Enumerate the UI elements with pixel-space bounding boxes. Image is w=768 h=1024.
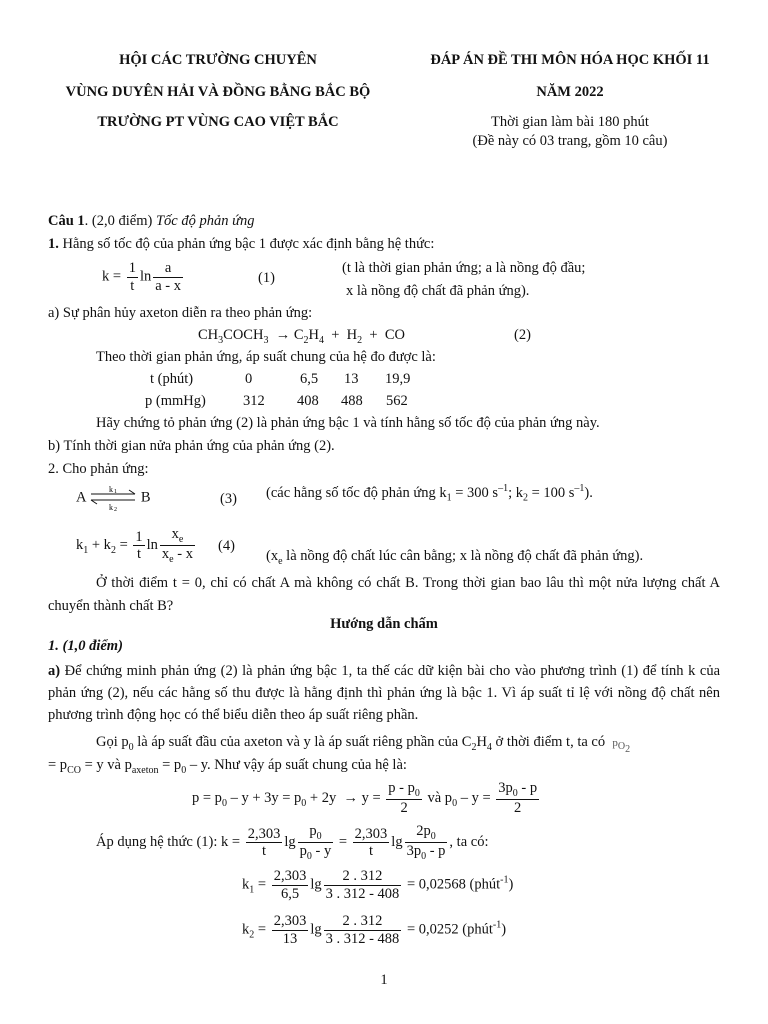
- equation-k2: $k_2$ = $\frac{2,303}{13}$ lg $\frac{2 . 312}{3 . 312 - 488}$ = 0,0252 (phút$^{-1}$): [242, 913, 507, 947]
- equation-1-note-1: (t là thời gian phản ứng; a là nồng độ đầu;: [342, 260, 586, 276]
- header-time: Thời gian làm bài 180 phút: [491, 114, 649, 130]
- part-b: b) Tính thời gian nửa phản ứng của phản ứng (2).: [48, 438, 335, 454]
- q1-part1: 1. Hằng số tốc độ của phản ứng bậc 1 được xác định bằng hệ thức:: [48, 236, 435, 252]
- equation-3: A k 1 k 2 B: [76, 485, 151, 511]
- table-t-0: 0: [245, 371, 253, 387]
- equation-k1: $k_1$ = $\frac{2,303}{6,5}$ lg $\frac{2 . 312}{3 . 312 - 408}$ = 0,02568 (phút$^{-1}$): [242, 868, 514, 902]
- svg-text:1: 1: [114, 489, 118, 495]
- table-p-2: 488: [341, 393, 363, 409]
- equilibrium-arrows-icon: [89, 485, 137, 511]
- equation-4-label: (4): [218, 538, 235, 554]
- header-note: (Đề này có 03 trang, gồm 10 câu): [472, 133, 668, 149]
- table-t-1: 6,5: [300, 371, 319, 387]
- equation-total-pressure: $p = p_0 - y + 3y = p_0 + 2y \to y$ = $\frac{p - p_0}{2}$ và $p_0$ – y = $\frac{3p_0 - p}{2}$: [192, 780, 538, 817]
- equation-4-note: ($x_e$ là nồng độ chất lúc cân bằng; x là nồng độ chất đã phản ứng).: [266, 548, 644, 567]
- svg-text:k: k: [109, 503, 114, 511]
- equation-2-label: (2): [514, 327, 531, 343]
- table-p-3: 562: [386, 393, 408, 409]
- equation-apply: Áp dụng hệ thức (1): k = $\frac{2,303}{t}$ lg $\frac{p_0}{p_0 - y}$ = $\frac{2,303}{t}$ lg $\frac{2p_0}{3p_0 - p}$ , ta có:: [96, 823, 489, 863]
- svg-text:2: 2: [114, 507, 118, 511]
- question-text: Ở thời điểm t = 0, chỉ có chất A mà không có chất B. Trong thời gian bao lâu thì một nửa lượng chất A chuyển thành chất B?: [48, 575, 720, 614]
- header-org-2: VÙNG DUYÊN HẢI VÀ ĐỒNG BẰNG BẮC BỘ: [65, 84, 371, 100]
- equation-4: $k_1 + k_2$ = $\frac{1}{t}$ ln $\frac{x_e}{x_e - x}$: [76, 526, 193, 566]
- table-p-label: p (mmHg): [145, 393, 206, 409]
- table-t-label: t (phút): [150, 371, 194, 387]
- page-number: 1: [380, 972, 388, 988]
- header-org-3: TRƯỜNG PT VÙNG CAO VIỆT BẮC: [97, 114, 339, 130]
- equation-3-label: (3): [220, 491, 237, 507]
- table-t-3: 19,9: [385, 371, 411, 387]
- question-1-title: Câu 1. (2,0 điểm) Tốc độ phản ứng: [48, 213, 255, 229]
- equation-3-note: (các hằng số tốc độ phản ứng $k_1 = 300$ $s^{-1}$; $k_2 = 100$ $s^{-1}$).: [266, 483, 593, 504]
- q1-part2: 2. Cho phản ứng:: [48, 461, 149, 477]
- header-title: ĐÁP ÁN ĐỀ THI MÔN HÓA HỌC KHỐI 11: [430, 52, 710, 68]
- table-p-0: 312: [243, 393, 265, 409]
- table-t-2: 13: [344, 371, 359, 387]
- equation-1-note-2: x là nồng độ chất đã phản ứng).: [346, 283, 530, 299]
- part-a: a) Sự phân hủy axeton diễn ra theo phản ứng:: [48, 305, 313, 321]
- svg-text:k: k: [109, 485, 114, 494]
- guide-title: Hướng dẫn chấm: [330, 616, 438, 632]
- equation-2: $CH_3COCH_3 \to C_2H_4 + H_2$ + CO: [198, 327, 405, 346]
- guide-part-a: a) Để chứng minh phản ứng (2) là phản ứng bậc 1, ta thế các dữ kiện bài cho vào phương trình (1) để tính k của phản ứng (2), nếu các hằng số thu được là hằng định thì phản ứng là bậc 1. Vì áp suất tỉ lệ với nồng độ chất nên phương trình động học có thể biểu diễn theo áp suất riêng phần.: [48, 663, 721, 723]
- equation-1-label: (1): [258, 270, 275, 286]
- table-p-1: 408: [297, 393, 319, 409]
- guide-define-p0: Gọi $p_0$ là áp suất đầu của axeton và y là áp suất riêng phần của $C_2H_4$ ở thời điểm t, ta có $p_{O_2}$: [96, 734, 631, 756]
- guide-define-pco: = $p_{CO} = y$ và $p_{axeton} = p_0 - y$. Như vậy áp suất chung của hệ là:: [48, 757, 407, 776]
- header-org-1: HỘI CÁC TRƯỜNG CHUYÊN: [119, 52, 317, 68]
- pressure-intro: Theo thời gian phản ứng, áp suất chung của hệ đo được là:: [96, 349, 436, 365]
- guide-section: 1. (1,0 điểm): [48, 638, 123, 654]
- equation-1: k = $\frac{1}{t}$ ln $\frac{a}{a - x}$: [102, 260, 181, 294]
- prove-text: Hãy chứng tỏ phản ứng (2) là phản ứng bậc 1 và tính hằng số tốc độ của phản ứng này.: [96, 415, 600, 431]
- header-year: NĂM 2022: [536, 84, 604, 100]
